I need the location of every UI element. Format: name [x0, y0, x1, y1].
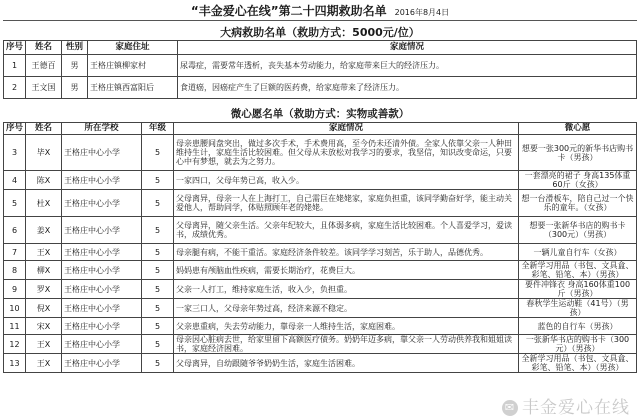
watermark-text: 丰金爱心在线 — [522, 398, 630, 418]
row-gender: 男 — [62, 55, 88, 77]
sick-heading: 大病救助名单（救助方式：5000元/位） — [220, 26, 420, 39]
row-gender: 男 — [62, 77, 88, 99]
row-situation: 母亲因心脏病去世，给家里留下高额医疗债务。奶奶年迈多病，靠父亲一人劳动供养我和姐姐读书，家庭经济困难。 — [174, 335, 519, 354]
table-row — [4, 244, 637, 261]
wish-header-row — [4, 123, 637, 135]
row-index: 10 — [4, 299, 26, 318]
row-school: 王格庄中心小学 — [62, 217, 142, 244]
row-wish: 一张新华书店的购书卡（300元）（男孩） — [519, 335, 637, 354]
row-situation: 父母离异，随父亲生活。父亲年纪较大，且体弱多病，家庭生活比较困难。个人喜爱学习，爱读书，成绩优秀。 — [174, 217, 519, 244]
row-school: 王格庄中心小学 — [62, 318, 142, 335]
header-cell: 家庭情况 — [174, 123, 519, 135]
row-situation: 母亲患腰间盘突出，做过多次手术，手术费用高，至今仍未还清外债。全家人依靠父亲一人种田维持生计，家庭生活比较困难。但父母从未放松对我学习的要求，我坚信，知识改变命运，只要心中有梦想，就去为之努力。 — [174, 135, 519, 171]
chat-bubble-icon: ✉ — [502, 400, 518, 416]
row-grade: 5 — [142, 135, 174, 171]
row-wish: 想要一张新华书店的购书卡（300元）（男孩） — [519, 217, 637, 244]
header-cell: 姓名 — [26, 123, 62, 135]
table-row — [4, 354, 637, 373]
row-situation: 父母离异，母亲一人在上海打工，自己需巨在姥姥家，家庭负担重，该同学勤奋好学，能主动关爱他人，帮助同学，体贴照顾年老的姥姥。 — [174, 190, 519, 217]
row-index: 6 — [4, 217, 26, 244]
header-cell: 所在学校 — [62, 123, 142, 135]
table-row — [4, 335, 637, 354]
row-situation: 父母离异，自幼跟随爷爷奶奶生活，家庭生活困难。 — [174, 354, 519, 373]
document-date: 2016年8月4日 — [394, 8, 450, 17]
row-index: 5 — [4, 190, 26, 217]
row-index: 8 — [4, 261, 26, 280]
row-grade: 5 — [142, 280, 174, 299]
row-grade: 5 — [142, 217, 174, 244]
row-name: 柳X — [26, 261, 62, 280]
title-divider — [3, 20, 637, 21]
row-name: 毕X — [26, 135, 62, 171]
row-grade: 5 — [142, 318, 174, 335]
row-index: 2 — [4, 77, 26, 99]
row-index: 11 — [4, 318, 26, 335]
sick-table — [3, 40, 637, 99]
wish-body — [4, 135, 637, 373]
table-row — [4, 318, 637, 335]
row-situation: 妈妈患有颅脑血性疾病，需要长期治疗，花费巨大。 — [174, 261, 519, 280]
row-wish: 一辆儿童自行车（女孩） — [519, 244, 637, 261]
row-school: 王格庄中心小学 — [62, 299, 142, 318]
row-name: 王文国 — [26, 77, 62, 99]
header-cell: 年级 — [142, 123, 174, 135]
header-cell: 家庭住址 — [88, 41, 178, 55]
watermark — [502, 393, 630, 418]
row-situation: 父亲一人打工，维持家庭生活，收入少，负担重。 — [174, 280, 519, 299]
header-cell: 家庭情况 — [178, 41, 637, 55]
table-row — [4, 171, 637, 190]
row-index: 3 — [4, 135, 26, 171]
header-cell: 微心愿 — [519, 123, 637, 135]
wish-heading: 微心愿名单（救助方式：实物或善款） — [230, 108, 410, 120]
row-name: 王X — [26, 335, 62, 354]
row-index: 7 — [4, 244, 26, 261]
row-school: 王格庄中心小学 — [62, 280, 142, 299]
header-cell: 序号 — [4, 123, 26, 135]
row-situation: 食道癌，因癌症产生了巨额的医药费，给家庭带来了经济压力。 — [178, 77, 637, 99]
table-row — [4, 217, 637, 244]
document-title — [0, 2, 640, 19]
table-row — [4, 77, 637, 99]
row-wish: 蓝色的自行车（男孩） — [519, 318, 637, 335]
row-school: 王格庄中心小学 — [62, 190, 142, 217]
row-address: 王格庄镇西富阳后 — [88, 77, 178, 99]
row-situation: 母亲腿有病，不能干重活。家庭经济条件较差。该同学学习刻苦，乐于助人，品德优秀。 — [174, 244, 519, 261]
table-row — [4, 280, 637, 299]
row-name: 宋X — [26, 318, 62, 335]
sick-header-row — [4, 41, 637, 55]
wish-table — [3, 122, 637, 373]
row-school: 王格庄中心小学 — [62, 354, 142, 373]
header-cell: 序号 — [4, 41, 26, 55]
row-name: 王X — [26, 244, 62, 261]
row-index: 13 — [4, 354, 26, 373]
row-wish: 想一台滑板车，陪自己过一个快乐的童年。（女孩） — [519, 190, 637, 217]
row-index: 1 — [4, 55, 26, 77]
row-wish: 一套漂亮的裙子 身高135体重60斤（女孩） — [519, 171, 637, 190]
table-row — [4, 55, 637, 77]
row-name: 倪X — [26, 299, 62, 318]
row-name: 罗X — [26, 280, 62, 299]
row-address: 王格庄镇柳家村 — [88, 55, 178, 77]
row-grade: 5 — [142, 171, 174, 190]
row-name: 王德百 — [26, 55, 62, 77]
row-school: 王格庄中心小学 — [62, 244, 142, 261]
row-index: 9 — [4, 280, 26, 299]
row-grade: 5 — [142, 335, 174, 354]
row-situation: 尿毒症，需要常年透析，丧失基本劳动能力，给家庭带来巨大的经济压力。 — [178, 55, 637, 77]
row-school: 王格庄中心小学 — [62, 261, 142, 280]
table-row — [4, 135, 637, 171]
row-grade: 5 — [142, 190, 174, 217]
table-row — [4, 261, 637, 280]
row-wish: 要件冲锋衣 身高160体重100斤（男孩） — [519, 280, 637, 299]
row-name: 陈X — [26, 171, 62, 190]
row-grade: 5 — [142, 299, 174, 318]
row-situation: 父亲患重病，失去劳动能力，靠母亲一人维持生活，家庭困难。 — [174, 318, 519, 335]
row-wish: 想要一张300元的新华书店购书卡（男孩） — [519, 135, 637, 171]
row-school: 王格庄中心小学 — [62, 171, 142, 190]
row-grade: 5 — [142, 261, 174, 280]
row-situation: 一家四口，父母年势已高，收入少。 — [174, 171, 519, 190]
header-cell: 性别 — [62, 41, 88, 55]
row-wish: 全新学习用品（书包、文具盒、彩笔、铅笔、本）（男孩） — [519, 354, 637, 373]
table-row — [4, 299, 637, 318]
row-school: 王格庄中心小学 — [62, 335, 142, 354]
row-school: 王格庄中心小学 — [62, 135, 142, 171]
row-name: 姜X — [26, 217, 62, 244]
row-wish: 全新学习用品（书包、文具盒、彩笔、铅笔、本）（男孩） — [519, 261, 637, 280]
row-wish: 春秋学生运动鞋（41号）（男孩） — [519, 299, 637, 318]
row-grade: 5 — [142, 354, 174, 373]
row-grade: 5 — [142, 244, 174, 261]
header-cell: 姓名 — [26, 41, 62, 55]
title-text: “丰金爱心在线”第二十四期救助名单 — [190, 4, 387, 18]
table-row — [4, 190, 637, 217]
row-index: 4 — [4, 171, 26, 190]
row-situation: 一家三口人，父母亲年势过高，经济来源不稳定。 — [174, 299, 519, 318]
row-index: 12 — [4, 335, 26, 354]
row-name: 杜X — [26, 190, 62, 217]
row-name: 王X — [26, 354, 62, 373]
